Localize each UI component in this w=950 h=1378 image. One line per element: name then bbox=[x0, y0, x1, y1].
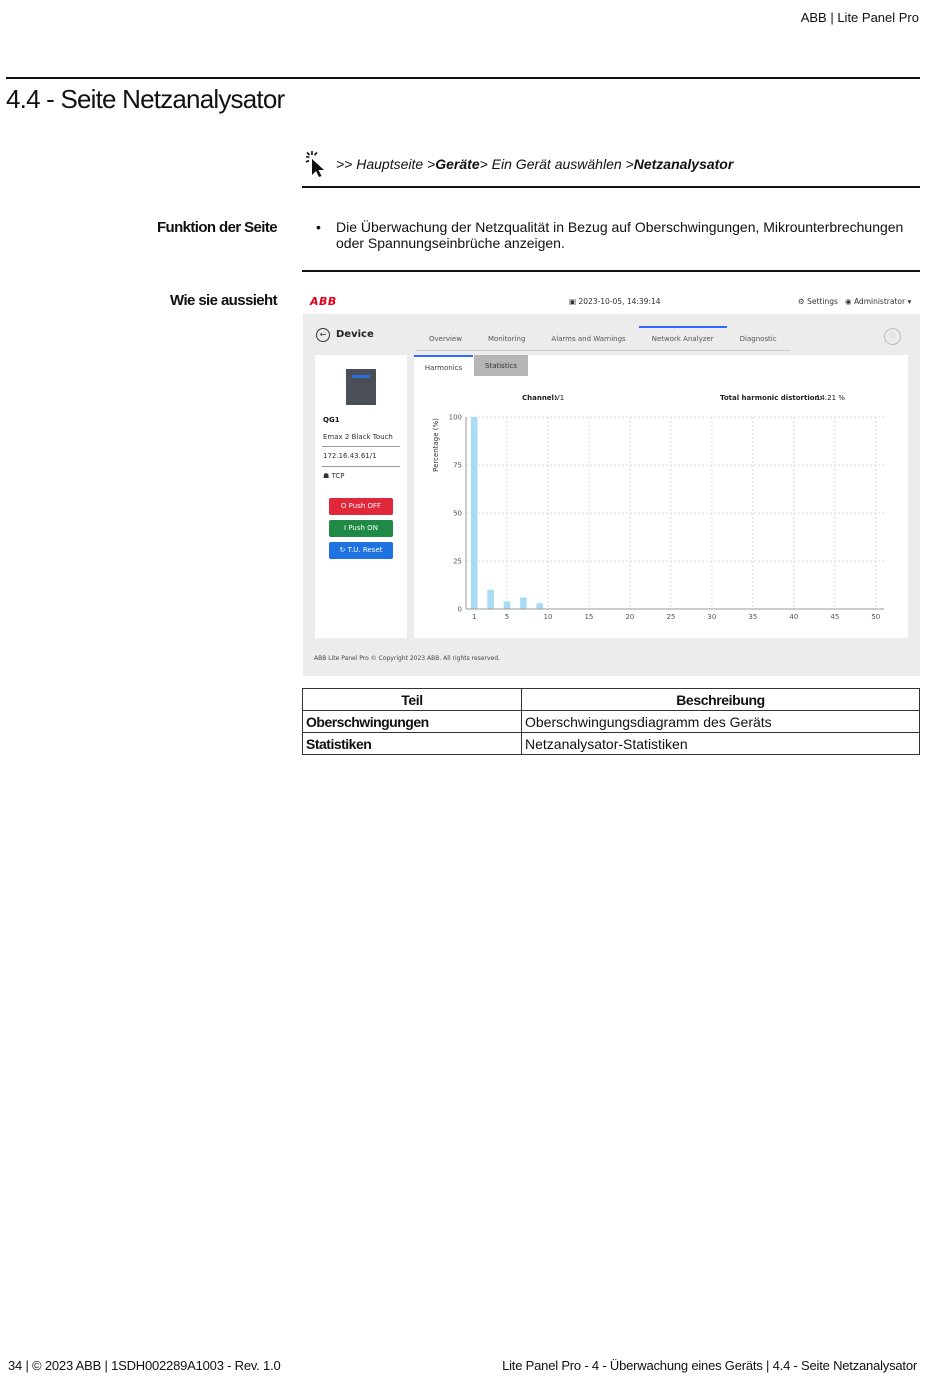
y-tick-label: 100 bbox=[448, 413, 462, 422]
device-image bbox=[346, 369, 376, 405]
tab-overview[interactable]: Overview bbox=[429, 335, 462, 343]
table-row bbox=[303, 711, 920, 733]
y-tick-label: 75 bbox=[453, 461, 462, 470]
function-label: Funktion der Seite bbox=[156, 219, 277, 236]
footer-right: Lite Panel Pro - 4 - Überwachung eines Geräts | 4.4 - Seite Netzanalysator bbox=[502, 1358, 917, 1373]
table-row bbox=[303, 733, 920, 755]
table-cell-description: Netzanalysator-Statistiken bbox=[522, 733, 920, 755]
channel-label: Channel: bbox=[522, 394, 557, 402]
network-icon: ☗ bbox=[323, 472, 332, 480]
tu-reset-button[interactable] bbox=[329, 542, 393, 559]
function-bullet bbox=[316, 219, 920, 251]
table-header-teil: Teil bbox=[303, 689, 522, 711]
thd-value: 14.21 % bbox=[816, 394, 845, 402]
table-cell-description: Oberschwingungsdiagramm des Geräts bbox=[522, 711, 920, 733]
title-rule bbox=[6, 77, 920, 79]
bullet-dot: • bbox=[316, 219, 321, 235]
device-ip: 172.16.43.61/1 bbox=[323, 452, 377, 460]
harmonic-bar bbox=[471, 417, 478, 609]
favorite-star-icon[interactable]: ☆ bbox=[884, 328, 901, 345]
sidebar-divider bbox=[322, 446, 400, 447]
breadcrumb bbox=[304, 150, 733, 178]
look-label: Wie sie aussieht bbox=[170, 292, 277, 309]
datetime bbox=[569, 297, 661, 306]
push-off-button[interactable]: O Push OFF bbox=[329, 498, 393, 515]
settings-label: Settings bbox=[807, 297, 838, 306]
harmonics-chart bbox=[414, 355, 908, 638]
y-tick-label: 25 bbox=[453, 557, 462, 566]
reset-icon: ↻ bbox=[339, 546, 348, 554]
parts-table bbox=[302, 688, 920, 755]
x-tick-label: 35 bbox=[748, 613, 758, 621]
device-model: Emax 2 Black Touch bbox=[323, 433, 393, 441]
x-tick-label: 40 bbox=[789, 613, 799, 621]
harmonic-bar bbox=[536, 603, 543, 609]
back-arrow-icon[interactable]: ← bbox=[316, 328, 330, 342]
header-brand: ABB | Lite Panel Pro bbox=[800, 10, 919, 25]
footer-left: 34 | © 2023 ABB | 1SDH002289A1003 - Rev. 1.0 bbox=[8, 1358, 281, 1373]
breadcrumb-geraete: Geräte bbox=[435, 156, 480, 172]
x-tick-label: 30 bbox=[707, 613, 717, 621]
tab-network-analyzer[interactable]: Network Analyzer bbox=[639, 326, 727, 350]
y-tick-label: 0 bbox=[457, 605, 462, 614]
settings-link[interactable] bbox=[798, 297, 838, 306]
channel-value: V1 bbox=[555, 394, 565, 402]
table-cell-part: Statistiken bbox=[303, 733, 522, 755]
device-title: Device bbox=[336, 329, 374, 340]
breadcrumb-current: Netzanalysator bbox=[633, 156, 734, 172]
harmonic-bar bbox=[487, 590, 494, 609]
table-header-beschreibung: Beschreibung bbox=[522, 689, 920, 711]
device-sidebar bbox=[315, 355, 407, 638]
gear-icon: ⚙ bbox=[798, 297, 808, 306]
tab-monitoring[interactable]: Monitoring bbox=[487, 335, 526, 343]
device-tabs bbox=[416, 326, 790, 351]
x-tick-label: 45 bbox=[830, 613, 840, 621]
breadcrumb-rule bbox=[302, 186, 920, 188]
harmonic-bar bbox=[520, 597, 527, 609]
thd-label: Total harmonic distortion: bbox=[720, 394, 823, 402]
x-tick-label: 15 bbox=[584, 613, 594, 621]
x-tick-label: 20 bbox=[625, 613, 635, 621]
abb-logo: ABB bbox=[310, 295, 337, 308]
device-protocol bbox=[323, 472, 345, 480]
push-on-button[interactable]: I Push ON bbox=[329, 520, 393, 537]
subtab-harmonics[interactable]: Harmonics bbox=[414, 355, 473, 378]
function-rule bbox=[302, 270, 920, 272]
user-label: Administrator ▾ bbox=[853, 297, 912, 306]
device-protocol-label: TCP bbox=[331, 472, 345, 480]
section-title: 4.4 - Seite Netzanalysator bbox=[6, 84, 285, 114]
calendar-icon: ▣ bbox=[569, 297, 579, 306]
tab-diagnostic[interactable]: Diagnostic bbox=[739, 335, 777, 343]
user-icon: ◉ bbox=[845, 297, 854, 306]
x-tick-label: 10 bbox=[543, 613, 553, 621]
ui-screenshot bbox=[303, 288, 920, 676]
device-image-band bbox=[352, 375, 370, 378]
tu-reset-label: T.U. Reset bbox=[347, 546, 383, 554]
y-tick-label: 50 bbox=[453, 509, 462, 518]
device-nav bbox=[303, 320, 920, 350]
sidebar-divider bbox=[322, 466, 400, 467]
user-menu[interactable] bbox=[845, 297, 911, 306]
screenshot-topbar bbox=[303, 288, 920, 314]
table-cell-part: Oberschwingungen bbox=[303, 711, 522, 733]
breadcrumb-middle: > Ein Gerät auswählen > bbox=[479, 156, 634, 172]
screenshot-footer: ABB Lite Panel Pro © Copyright 2023 ABB. All rights reserved. bbox=[314, 655, 500, 662]
x-tick-label: 25 bbox=[666, 613, 676, 621]
function-text: Die Überwachung der Netzqualität in Bezug auf Oberschwingungen, Mikrounterbrechungen oder Spannungseinbrüche anzeigen. bbox=[336, 219, 904, 251]
subtab-statistics[interactable]: Statistics bbox=[474, 355, 528, 376]
table-header-row bbox=[303, 689, 920, 711]
tab-alarms-warnings[interactable]: Alarms and Warnings bbox=[551, 335, 626, 343]
x-tick-label: 50 bbox=[871, 613, 881, 621]
breadcrumb-prefix: >> Hauptseite > bbox=[336, 156, 436, 172]
x-tick-label: 1 bbox=[471, 613, 477, 621]
x-tick-label: 5 bbox=[504, 613, 510, 621]
datetime-text: 2023-10-05, 14:39:14 bbox=[578, 297, 661, 306]
device-name: QG1 bbox=[323, 416, 340, 424]
harmonic-bar bbox=[504, 601, 511, 609]
analyzer-panel bbox=[414, 355, 908, 638]
click-cursor-icon bbox=[304, 150, 330, 178]
y-axis-label: Percentage (%) bbox=[432, 418, 440, 472]
